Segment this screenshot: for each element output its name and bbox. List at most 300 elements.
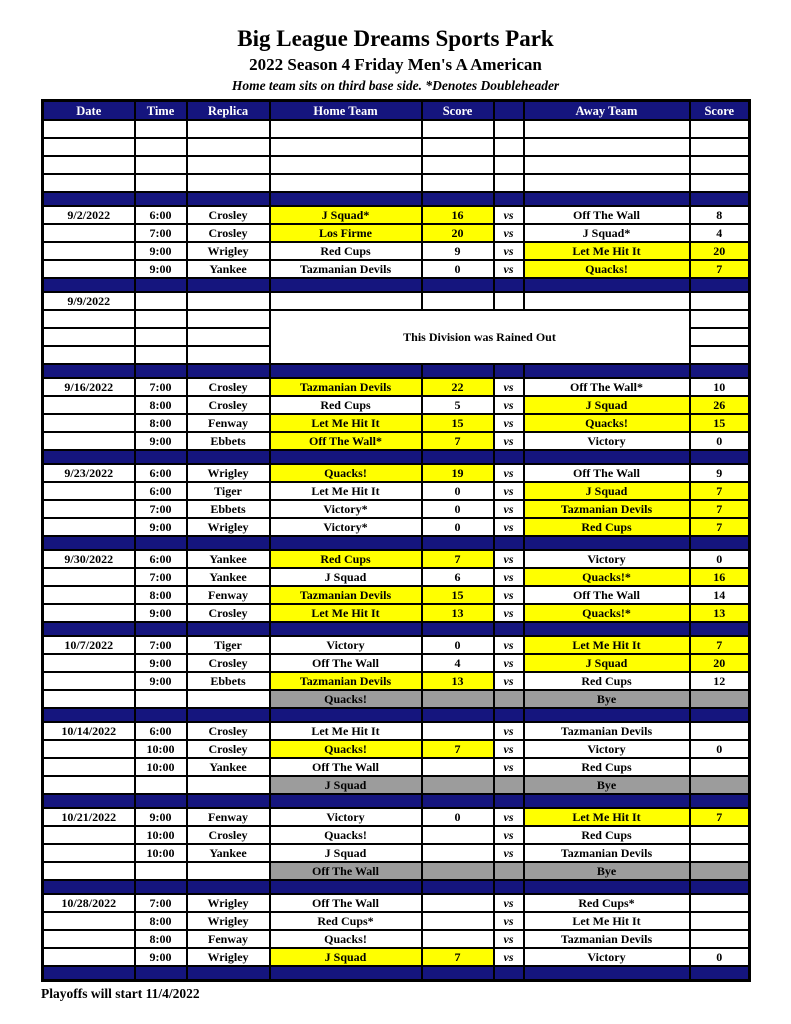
home-team-cell: Quacks!	[270, 826, 422, 844]
date-cell: 9/9/2022	[43, 292, 135, 310]
date-cell	[43, 138, 135, 156]
separator-away-team-cell	[524, 880, 690, 894]
replica-cell	[187, 776, 270, 794]
game-row	[43, 844, 750, 862]
date-cell	[43, 224, 135, 242]
separator-home-score-cell	[422, 708, 494, 722]
separator-away-score-cell	[690, 364, 750, 378]
game-row	[43, 482, 750, 500]
replica-cell: Fenway	[187, 414, 270, 432]
home-score-cell: 15	[422, 414, 494, 432]
time-cell: 10:00	[135, 844, 187, 862]
replica-cell: Crosley	[187, 224, 270, 242]
separator-row	[43, 278, 750, 292]
time-cell	[135, 346, 187, 364]
away-score-cell: 4	[690, 224, 750, 242]
separator-replica-cell	[187, 536, 270, 550]
time-cell: 7:00	[135, 224, 187, 242]
away-score-cell	[690, 690, 750, 708]
home-score-cell: 0	[422, 260, 494, 278]
separator-home-score-cell	[422, 364, 494, 378]
vs-cell	[494, 138, 524, 156]
time-cell: 9:00	[135, 604, 187, 622]
time-cell: 6:00	[135, 206, 187, 224]
game-row	[43, 464, 750, 482]
time-cell: 9:00	[135, 672, 187, 690]
game-row	[43, 826, 750, 844]
vs-cell: vs	[494, 568, 524, 586]
separator-away-team-cell	[524, 708, 690, 722]
home-team-cell: Off The Wall	[270, 758, 422, 776]
separator-time-cell	[135, 192, 187, 206]
vs-cell: vs	[494, 518, 524, 536]
away-team-cell: Victory	[524, 740, 690, 758]
home-score-cell	[422, 722, 494, 740]
time-cell: 8:00	[135, 586, 187, 604]
game-row	[43, 604, 750, 622]
away-team-cell: Quacks!	[524, 260, 690, 278]
home-team-cell: Off The Wall	[270, 894, 422, 912]
header-away-team: Away Team	[524, 101, 690, 121]
game-row	[43, 518, 750, 536]
page-title: Big League Dreams Sports Park	[237, 26, 554, 51]
home-team-cell: Red Cups	[270, 550, 422, 568]
bye-row	[43, 862, 750, 880]
replica-cell: Ebbets	[187, 500, 270, 518]
vs-cell: vs	[494, 826, 524, 844]
game-row	[43, 206, 750, 224]
replica-cell: Wrigley	[187, 518, 270, 536]
date-only-row	[43, 292, 750, 310]
home-team-cell	[270, 120, 422, 138]
separator-home-score-cell	[422, 278, 494, 292]
vs-cell: vs	[494, 550, 524, 568]
separator-away-team-cell	[524, 536, 690, 550]
game-row	[43, 242, 750, 260]
separator-replica-cell	[187, 278, 270, 292]
away-score-cell	[690, 844, 750, 862]
home-score-cell	[422, 156, 494, 174]
home-score-cell: 6	[422, 568, 494, 586]
game-row	[43, 432, 750, 450]
separator-date-cell	[43, 622, 135, 636]
date-cell	[43, 568, 135, 586]
date-cell	[43, 328, 135, 346]
separator-date-cell	[43, 278, 135, 292]
home-score-cell	[422, 138, 494, 156]
away-score-cell: 20	[690, 654, 750, 672]
separator-row	[43, 708, 750, 722]
bye-label-cell: Bye	[524, 776, 690, 794]
separator-replica-cell	[187, 880, 270, 894]
time-cell	[135, 156, 187, 174]
away-team-cell	[524, 120, 690, 138]
time-cell: 6:00	[135, 482, 187, 500]
separator-away-score-cell	[690, 966, 750, 981]
date-cell	[43, 396, 135, 414]
vs-cell	[494, 174, 524, 192]
away-team-cell: Off The Wall	[524, 206, 690, 224]
time-cell	[135, 862, 187, 880]
away-score-cell	[690, 894, 750, 912]
away-team-cell	[524, 156, 690, 174]
away-score-cell: 7	[690, 518, 750, 536]
schedule-table	[41, 99, 751, 982]
home-team-cell: Red Cups	[270, 242, 422, 260]
date-cell	[43, 826, 135, 844]
replica-cell: Crosley	[187, 378, 270, 396]
bye-label-cell: Bye	[524, 690, 690, 708]
time-cell: 9:00	[135, 654, 187, 672]
vs-cell: vs	[494, 758, 524, 776]
separator-away-score-cell	[690, 880, 750, 894]
away-score-cell: 9	[690, 464, 750, 482]
replica-cell: Yankee	[187, 568, 270, 586]
empty-row	[43, 120, 750, 138]
replica-cell: Crosley	[187, 740, 270, 758]
replica-cell	[187, 174, 270, 192]
replica-cell: Yankee	[187, 758, 270, 776]
home-team-cell: J Squad	[270, 568, 422, 586]
away-score-cell	[690, 174, 750, 192]
replica-cell	[187, 156, 270, 174]
separator-away-score-cell	[690, 708, 750, 722]
vs-cell: vs	[494, 930, 524, 948]
game-row	[43, 672, 750, 690]
date-cell	[43, 604, 135, 622]
empty-row	[43, 156, 750, 174]
home-team-cell	[270, 174, 422, 192]
header-date: Date	[43, 101, 135, 121]
date-cell	[43, 310, 135, 328]
home-score-cell: 0	[422, 636, 494, 654]
game-row	[43, 414, 750, 432]
date-cell: 9/30/2022	[43, 550, 135, 568]
away-team-cell: Victory	[524, 550, 690, 568]
page-note: Home team sits on third base side. *Denotes Doubleheader	[231, 78, 560, 93]
separator-vs-cell	[494, 364, 524, 378]
away-score-cell: 14	[690, 586, 750, 604]
separator-replica-cell	[187, 450, 270, 464]
away-score-cell	[690, 346, 750, 364]
replica-cell: Crosley	[187, 396, 270, 414]
time-cell: 8:00	[135, 930, 187, 948]
separator-home-score-cell	[422, 794, 494, 808]
home-score-cell	[422, 844, 494, 862]
header-vs	[494, 101, 524, 121]
game-row	[43, 396, 750, 414]
bye-row	[43, 690, 750, 708]
separator-row	[43, 880, 750, 894]
away-team-cell	[524, 174, 690, 192]
away-score-cell: 16	[690, 568, 750, 586]
vs-cell: vs	[494, 432, 524, 450]
separator-home-score-cell	[422, 880, 494, 894]
time-cell	[135, 292, 187, 310]
separator-home-team-cell	[270, 278, 422, 292]
time-cell: 8:00	[135, 912, 187, 930]
game-row	[43, 740, 750, 758]
home-team-cell: Victory*	[270, 500, 422, 518]
away-score-cell	[690, 120, 750, 138]
away-team-cell: Tazmanian Devils	[524, 844, 690, 862]
separator-away-team-cell	[524, 364, 690, 378]
separator-replica-cell	[187, 622, 270, 636]
separator-vs-cell	[494, 966, 524, 981]
time-cell	[135, 690, 187, 708]
home-team-cell: Let Me Hit It	[270, 482, 422, 500]
home-team-cell: Victory	[270, 636, 422, 654]
page-subtitle: 2022 Season 4 Friday Men's A American	[249, 55, 542, 74]
home-score-cell	[422, 776, 494, 794]
separator-home-score-cell	[422, 536, 494, 550]
game-row	[43, 636, 750, 654]
date-cell	[43, 414, 135, 432]
away-team-cell: Quacks!	[524, 414, 690, 432]
vs-cell: vs	[494, 654, 524, 672]
separator-time-cell	[135, 364, 187, 378]
date-cell	[43, 346, 135, 364]
game-row	[43, 378, 750, 396]
time-cell: 9:00	[135, 432, 187, 450]
bye-label-cell: Bye	[524, 862, 690, 880]
replica-cell	[187, 292, 270, 310]
rainout-note-cell: This Division was Rained Out	[270, 310, 690, 364]
home-score-cell: 7	[422, 550, 494, 568]
date-cell: 9/16/2022	[43, 378, 135, 396]
replica-cell	[187, 690, 270, 708]
home-team-cell: Let Me Hit It	[270, 722, 422, 740]
away-team-cell: J Squad	[524, 396, 690, 414]
away-score-cell	[690, 826, 750, 844]
away-score-cell: 20	[690, 242, 750, 260]
date-cell	[43, 758, 135, 776]
separator-away-team-cell	[524, 278, 690, 292]
time-cell: 10:00	[135, 826, 187, 844]
home-score-cell: 0	[422, 808, 494, 826]
bye-team-cell: J Squad	[270, 776, 422, 794]
separator-away-score-cell	[690, 192, 750, 206]
home-score-cell	[422, 826, 494, 844]
separator-vs-cell	[494, 278, 524, 292]
home-team-cell: Tazmanian Devils	[270, 586, 422, 604]
date-cell	[43, 844, 135, 862]
home-score-cell	[422, 174, 494, 192]
separator-away-team-cell	[524, 966, 690, 981]
empty-row	[43, 138, 750, 156]
home-score-cell	[422, 292, 494, 310]
away-score-cell	[690, 862, 750, 880]
away-team-cell	[524, 138, 690, 156]
separator-home-team-cell	[270, 622, 422, 636]
replica-cell: Crosley	[187, 604, 270, 622]
replica-cell: Crosley	[187, 654, 270, 672]
separator-time-cell	[135, 794, 187, 808]
away-score-cell: 7	[690, 636, 750, 654]
empty-row	[43, 174, 750, 192]
time-cell: 7:00	[135, 568, 187, 586]
home-score-cell: 5	[422, 396, 494, 414]
home-team-cell	[270, 292, 422, 310]
home-score-cell	[422, 120, 494, 138]
home-team-cell: Let Me Hit It	[270, 604, 422, 622]
vs-cell: vs	[494, 464, 524, 482]
date-cell	[43, 260, 135, 278]
home-score-cell	[422, 690, 494, 708]
home-team-cell: Tazmanian Devils	[270, 378, 422, 396]
time-cell: 9:00	[135, 260, 187, 278]
away-team-cell: Let Me Hit It	[524, 808, 690, 826]
game-row	[43, 722, 750, 740]
away-team-cell: Quacks!*	[524, 568, 690, 586]
separator-vs-cell	[494, 708, 524, 722]
home-score-cell: 7	[422, 432, 494, 450]
away-score-cell: 12	[690, 672, 750, 690]
replica-cell: Wrigley	[187, 948, 270, 966]
date-cell	[43, 930, 135, 948]
home-team-cell	[270, 156, 422, 174]
home-score-cell: 13	[422, 604, 494, 622]
separator-vs-cell	[494, 450, 524, 464]
separator-replica-cell	[187, 966, 270, 981]
time-cell	[135, 776, 187, 794]
replica-cell: Wrigley	[187, 912, 270, 930]
vs-cell: vs	[494, 396, 524, 414]
separator-time-cell	[135, 536, 187, 550]
home-team-cell: Let Me Hit It	[270, 414, 422, 432]
separator-time-cell	[135, 622, 187, 636]
away-score-cell	[690, 776, 750, 794]
header-home-team: Home Team	[270, 101, 422, 121]
home-team-cell: Tazmanian Devils	[270, 672, 422, 690]
date-cell: 10/21/2022	[43, 808, 135, 826]
time-cell: 9:00	[135, 518, 187, 536]
separator-away-score-cell	[690, 536, 750, 550]
date-cell	[43, 156, 135, 174]
vs-cell: vs	[494, 378, 524, 396]
away-team-cell: Tazmanian Devils	[524, 722, 690, 740]
separator-vs-cell	[494, 622, 524, 636]
replica-cell	[187, 346, 270, 364]
vs-cell: vs	[494, 844, 524, 862]
replica-cell	[187, 328, 270, 346]
replica-cell: Yankee	[187, 550, 270, 568]
replica-cell: Wrigley	[187, 464, 270, 482]
home-score-cell: 15	[422, 586, 494, 604]
separator-away-team-cell	[524, 192, 690, 206]
rainout-row	[43, 310, 750, 328]
separator-date-cell	[43, 364, 135, 378]
home-score-cell: 0	[422, 518, 494, 536]
time-cell: 10:00	[135, 740, 187, 758]
home-team-cell	[270, 138, 422, 156]
game-row	[43, 758, 750, 776]
separator-time-cell	[135, 880, 187, 894]
away-team-cell: J Squad	[524, 482, 690, 500]
home-score-cell: 4	[422, 654, 494, 672]
away-score-cell: 15	[690, 414, 750, 432]
time-cell	[135, 138, 187, 156]
away-score-cell: 8	[690, 206, 750, 224]
replica-cell: Fenway	[187, 808, 270, 826]
away-team-cell: Victory	[524, 432, 690, 450]
time-cell: 9:00	[135, 242, 187, 260]
separator-date-cell	[43, 880, 135, 894]
vs-cell: vs	[494, 586, 524, 604]
separator-row	[43, 364, 750, 378]
bye-team-cell: Off The Wall	[270, 862, 422, 880]
home-score-cell: 16	[422, 206, 494, 224]
away-score-cell	[690, 722, 750, 740]
vs-cell: vs	[494, 224, 524, 242]
home-team-cell: Los Firme	[270, 224, 422, 242]
replica-cell: Fenway	[187, 586, 270, 604]
away-team-cell: J Squad*	[524, 224, 690, 242]
vs-cell: vs	[494, 260, 524, 278]
date-cell	[43, 912, 135, 930]
date-cell	[43, 776, 135, 794]
away-score-cell: 0	[690, 948, 750, 966]
away-score-cell	[690, 156, 750, 174]
date-cell	[43, 482, 135, 500]
away-score-cell: 10	[690, 378, 750, 396]
home-team-cell: Off The Wall	[270, 654, 422, 672]
date-cell	[43, 174, 135, 192]
replica-cell: Tiger	[187, 636, 270, 654]
away-score-cell: 26	[690, 396, 750, 414]
away-team-cell: Tazmanian Devils	[524, 500, 690, 518]
separator-date-cell	[43, 192, 135, 206]
separator-home-score-cell	[422, 450, 494, 464]
date-cell	[43, 432, 135, 450]
date-cell	[43, 120, 135, 138]
replica-cell: Wrigley	[187, 242, 270, 260]
time-cell: 7:00	[135, 500, 187, 518]
home-score-cell: 7	[422, 948, 494, 966]
away-score-cell: 13	[690, 604, 750, 622]
away-team-cell: Off The Wall	[524, 464, 690, 482]
replica-cell: Yankee	[187, 844, 270, 862]
vs-cell: vs	[494, 482, 524, 500]
time-cell: 7:00	[135, 636, 187, 654]
date-cell	[43, 672, 135, 690]
vs-cell: vs	[494, 242, 524, 260]
home-team-cell: J Squad	[270, 948, 422, 966]
time-cell: 10:00	[135, 758, 187, 776]
separator-time-cell	[135, 708, 187, 722]
away-team-cell: Off The Wall	[524, 586, 690, 604]
bye-team-cell: Quacks!	[270, 690, 422, 708]
date-cell	[43, 862, 135, 880]
away-score-cell: 7	[690, 482, 750, 500]
replica-cell: Crosley	[187, 206, 270, 224]
game-row	[43, 912, 750, 930]
separator-home-team-cell	[270, 708, 422, 722]
separator-date-cell	[43, 536, 135, 550]
away-team-cell	[524, 292, 690, 310]
away-team-cell: Red Cups	[524, 758, 690, 776]
home-team-cell: Victory	[270, 808, 422, 826]
time-cell: 8:00	[135, 396, 187, 414]
vs-cell: vs	[494, 894, 524, 912]
date-cell	[43, 500, 135, 518]
away-score-cell	[690, 328, 750, 346]
game-row	[43, 586, 750, 604]
date-cell	[43, 948, 135, 966]
vs-cell: vs	[494, 948, 524, 966]
separator-home-team-cell	[270, 880, 422, 894]
home-score-cell: 13	[422, 672, 494, 690]
